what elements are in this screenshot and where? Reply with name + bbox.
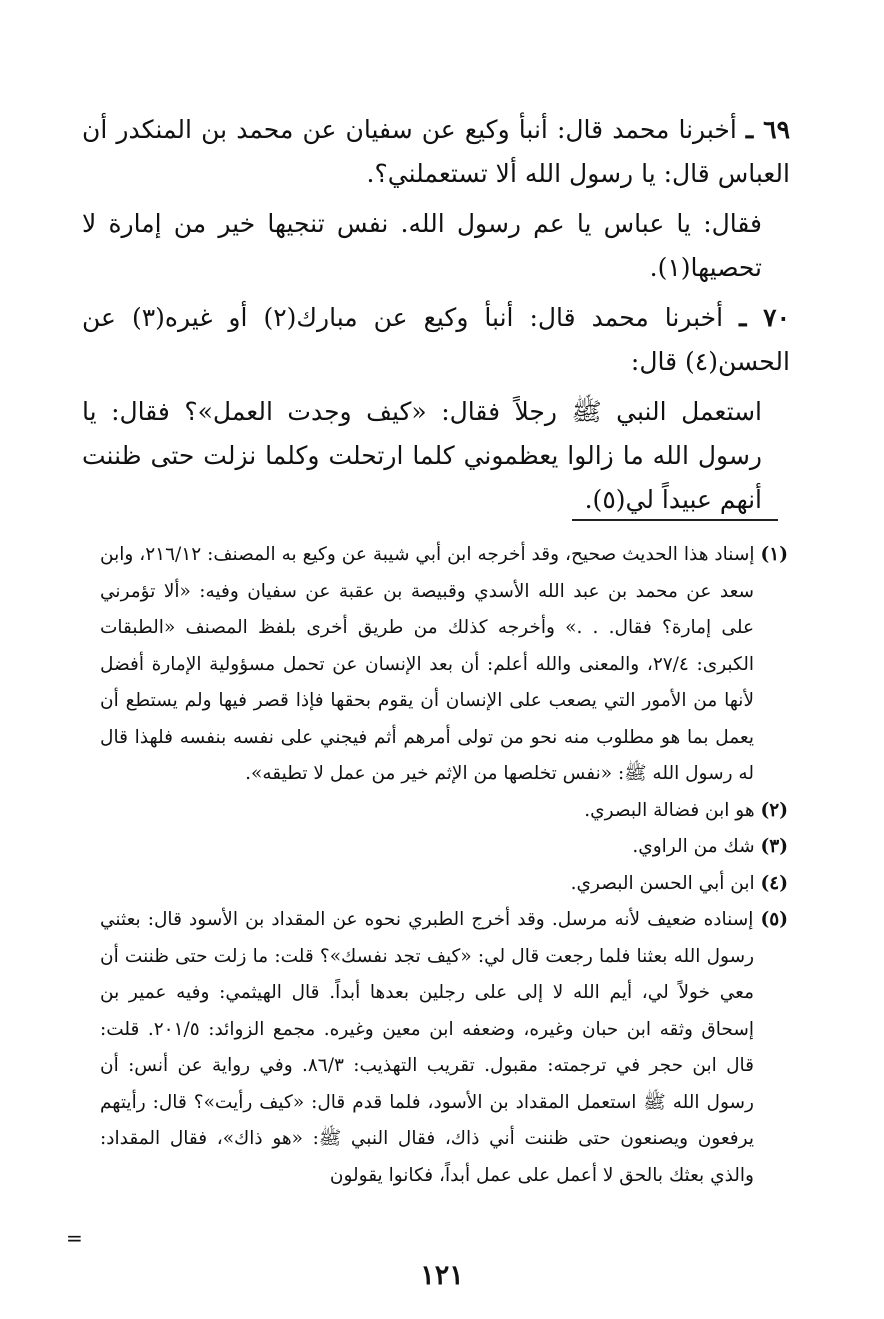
hadith-70 xyxy=(82,296,790,384)
hadith-text: فقال: يا عباس يا عم رسول الله. نفس تنجيها خير من إمارة لا تحصيها(١). xyxy=(82,209,762,282)
hadith-text: أخبرنا محمد قال: أنبأ وكيع عن سفيان عن محمد بن المنكدر أن العباس قال: يا رسول الله ألا تستعملني؟. xyxy=(82,115,790,188)
hadith-70-body xyxy=(82,390,790,522)
hadith-number: ٦٩ ـ xyxy=(745,115,790,144)
footnote-number: (٥) xyxy=(760,909,788,930)
footnotes xyxy=(100,537,788,1194)
footnote-text: ابن أبي الحسن البصري. xyxy=(570,872,755,894)
hadith-text: أخبرنا محمد قال: أنبأ وكيع عن مبارك(٢) أو غيره(٣) عن الحسن(٤) قال: xyxy=(82,303,790,376)
page-number: ١٢١ xyxy=(420,1260,464,1291)
main-text xyxy=(82,108,790,528)
hadith-69 xyxy=(82,108,790,196)
hadith-text: استعمل النبي ﷺ رجلاً فقال: «كيف وجدت العمل»؟ فقال: يا رسول الله ما زالوا يعظموني كلما ارتحلت وكلما نزلت حتى ظننت أنهم عبيداً لي(٥). xyxy=(82,397,762,514)
footnote-5 xyxy=(100,902,788,1194)
footnote-text: إسناده ضعيف لأنه مرسل. وقد أخرج الطبري نحوه عن المقداد بن الأسود قال: بعثني رسول الله بعثنا فلما رجعت قال لي: «كيف تجد نفسك»؟ قلت: ما زلت حتى ظننت أن معي خولاً لي، أيم الله لا إلى على رجلين بعدها أبداً. قال الهيثمي: وفيه عمير بن إسحاق وثقه ابن حبان وغيره، وضعفه ابن معين وغيره. مجمع الزوائد: ٢٠١/٥. قلت: قال ابن حجر في ترجمته: مقبول. تقريب التهذيب: ٨٦/٣. وفي رواية عن أنس: أن رسول الله ﷺ استعمل المقداد بن الأسود، فلما قدم قال: «كيف رأيت»؟ قال: رأيتهم يرفعون ويصنعون حتى ظننت أني ذاك، فقال النبي ﷺ: «هو ذاك»، فقال المقداد: والذي بعثك بالحق لا أعمل على عمل أبداً، فكانوا يقولون xyxy=(100,909,755,1186)
continuation-mark: = xyxy=(66,1226,83,1250)
footnote-number: (٢) xyxy=(760,799,788,821)
footnote-4 xyxy=(100,866,788,903)
footnote-number: (١) xyxy=(760,544,788,565)
footnote-number: (٣) xyxy=(760,836,788,857)
footnote-text: إسناد هذا الحديث صحيح، وقد أخرجه ابن أبي شيبة عن وكيع به المصنف: ٢١٦/١٢، وابن سعد عن محمد بن عبد الله الأسدي وقبيصة بن عقبة عن سفيان وفيه: «ألا تؤمرني على إمارة؟ فقال. . .» وأخرجه كذلك من طريق أخرى بلفظ المصنف «الطبقات الكبرى: ٢٧/٤، والمعنى والله أعلم: أن بعد الإنسان عن تحمل مسؤولية الإمارة أفضل لأنها من الأمور التي يصعب على الإنسان أن يقوم بحقها فإذا قصر فيها ولم يستطع أن يعمل بما هو مطلوب منه نحو من تولى أمرهم أثم فيجني على نفسه بنفسه فلهذا قال له رسول الله ﷺ: «نفس تخلصها من الإثم خير من عمل لا تطيقه». xyxy=(100,544,755,784)
footnote-3 xyxy=(100,829,788,866)
hadith-number: ٧٠ ـ xyxy=(739,303,791,332)
footnote-text: هو ابن فضالة البصري. xyxy=(584,799,755,821)
footnote-number: (٤) xyxy=(760,872,788,894)
footnote-separator xyxy=(572,519,778,521)
footnote-2 xyxy=(100,793,788,830)
footnote-text: شك من الراوي. xyxy=(632,836,755,857)
footnote-1 xyxy=(100,537,788,793)
hadith-69-reply xyxy=(82,202,790,290)
